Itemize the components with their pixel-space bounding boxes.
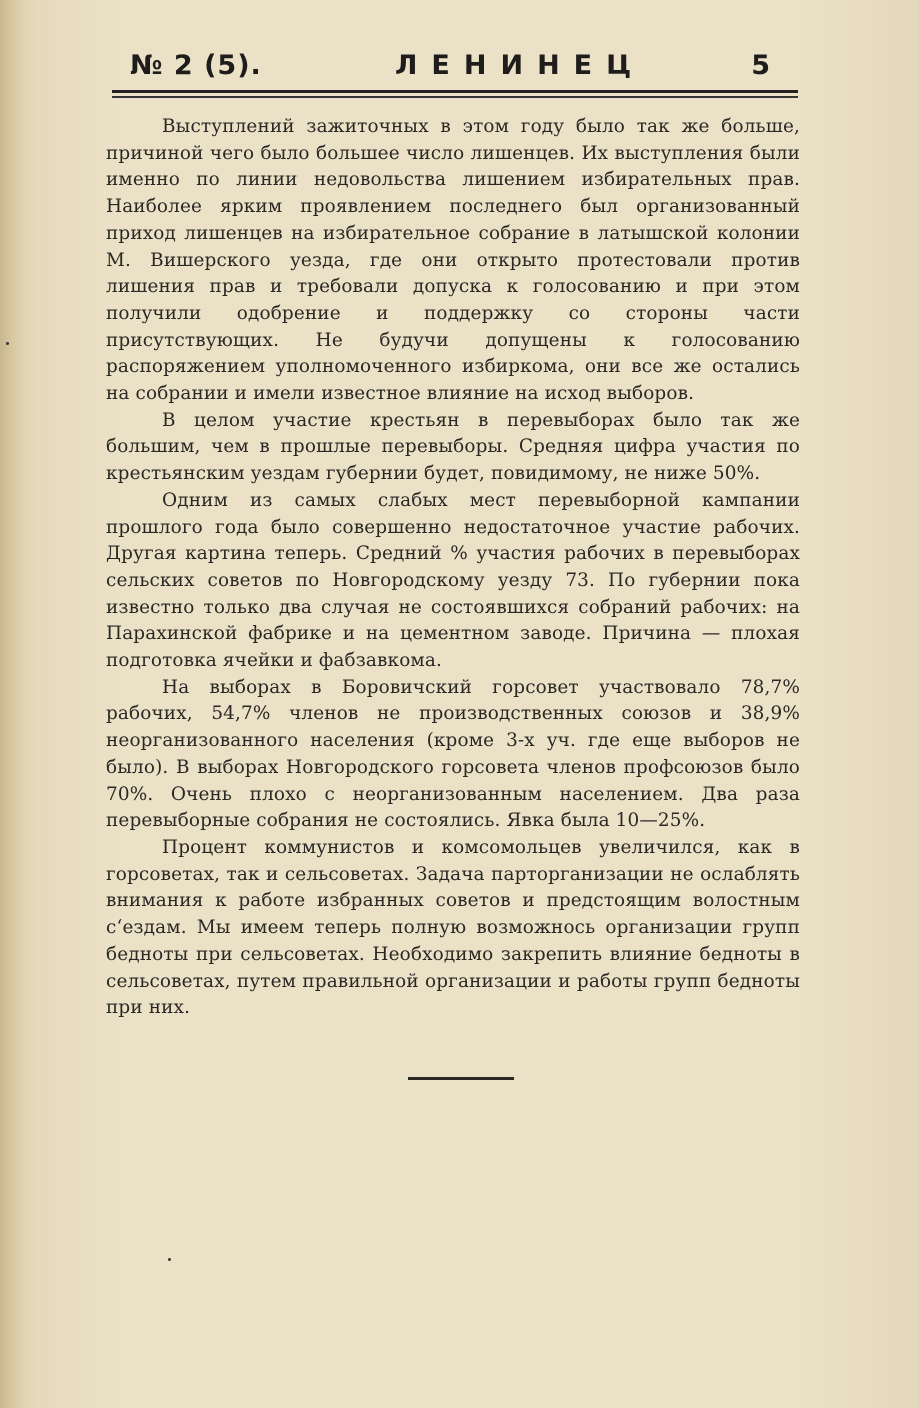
article-body [106, 114, 800, 1022]
header-rule-thick [112, 90, 798, 93]
paragraph: Одним из самых слабых мест перевыборной кампании прошлого года было совершенно недостаточное участие рабочих. Другая картина теперь. Средний % участия рабочих в перевыборах сельских советов по Новгородскому уезду 73. По губернии пока известно только два случая не состоявшихся собраний рабочих: на Парахинской фабрике и на цементном заводе. Причина — плохая подготовка ячейки и фабзавкома. [106, 489, 800, 672]
page-left-edge-shadow [0, 0, 22, 1408]
header-rule-thin [112, 96, 798, 98]
page-number: 5 [751, 50, 770, 81]
paragraph: В целом участие крестьян в перевыборах было так же большим, чем в прошлые перевыборы. Средняя цифра участия по крестьянским уездам губернии будет, повидимому, не ниже 50%. [106, 409, 800, 485]
paragraph: Процент коммунистов и комсомольцев увеличился, как в горсоветах, так и сельсоветах. Задача парторганизации не ослаблять внимания к работе избранных советов и предстоящим волостным с‘ездам. Мы имеем теперь полную возможнось организации групп бедноты при сельсоветах. Необходимо закрепить влияние бедноты в сельсоветах, путем правильной организации и работы групп бедноты при них. [106, 836, 800, 1019]
journal-title: ЛЕНИНЕЦ [395, 50, 646, 81]
page-header [112, 50, 798, 90]
paper-speck [6, 342, 9, 345]
paragraph: На выборах в Боровичский горсовет участвовало 78,7% рабочих, 54,7% членов не производственных союзов и 38,9% неорганизованного населения (кроме 3-х уч. где еще выборов не было). В выборах Новгородского горсовета членов профсоюзов было 70%. Очень плохо с неорганизованным населением. Два раза перевыборные собрания не состоялись. Явка была 10—25%. [106, 676, 800, 832]
paper-speck [168, 1258, 171, 1261]
end-of-article-rule [408, 1077, 514, 1080]
issue-number: № 2 (5). [130, 50, 262, 81]
paragraph: Выступлений зажиточных в этом году было так же больше, причиной чего было большее число лишенцев. Их выступления были именно по линии недовольства лишением избирательных прав. Наиболее ярким проявлением последнего был организованный приход лишенцев на избирательное собрание в латышской колонии М. Вишерского уезда, где они открыто протестовали против лишения прав и требовали допуска к голосованию и при этом получили одобрение и поддержку со стороны части присутствующих. Не будучи допущены к голосованию распоряжением уполномоченного избиркома, они все же остались на собрании и имели известное влияние на исход выборов. [106, 116, 800, 405]
